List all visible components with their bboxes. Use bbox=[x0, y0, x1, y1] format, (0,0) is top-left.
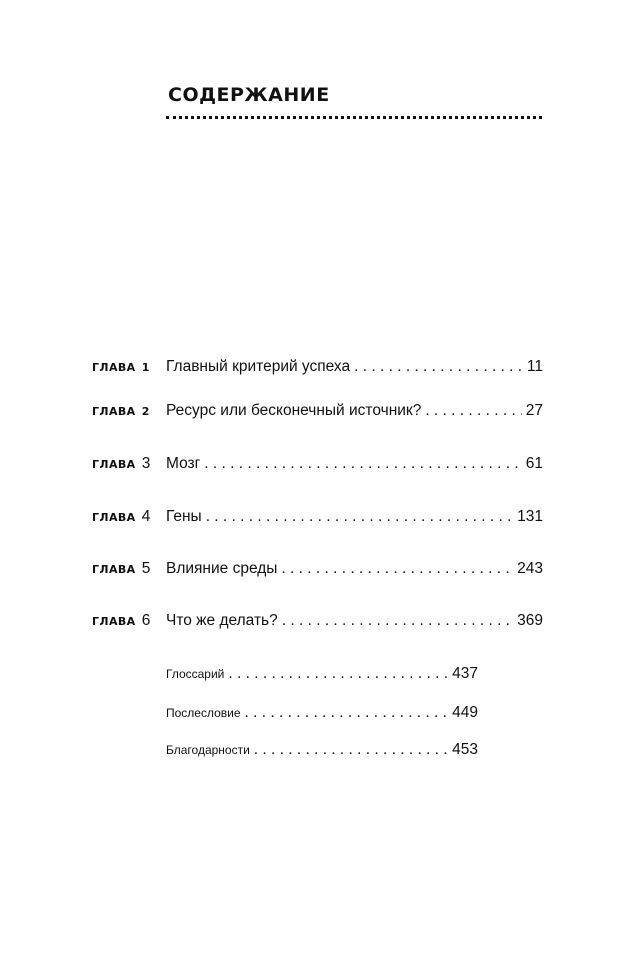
dot-leader bbox=[282, 612, 513, 630]
toc-entry-chapter-1[interactable] bbox=[92, 358, 543, 376]
chapter-title: Ресурс или бесконечный источник? bbox=[166, 402, 422, 419]
dot-leader bbox=[354, 358, 523, 376]
chapter-title: Влияние среды bbox=[166, 560, 278, 577]
page-number: 27 bbox=[525, 402, 543, 419]
chapter-number: 4 bbox=[141, 508, 151, 525]
chapter-number: 1 bbox=[141, 361, 150, 374]
page-number: 243 bbox=[517, 560, 543, 577]
dot-leader bbox=[281, 560, 513, 578]
toc-entry-chapter-5[interactable] bbox=[92, 560, 543, 578]
chapter-label: ГЛАВА 5 bbox=[92, 560, 151, 577]
toc-entry-acknowledgements[interactable] bbox=[166, 741, 478, 759]
toc-entry-chapter-4[interactable] bbox=[92, 508, 543, 526]
toc-entry-afterword[interactable] bbox=[166, 704, 478, 722]
page-number: 131 bbox=[517, 508, 543, 525]
chapter-number: 3 bbox=[141, 455, 151, 472]
toc-entry-chapter-3[interactable] bbox=[92, 455, 543, 473]
chapter-label: ГЛАВА 6 bbox=[92, 612, 151, 629]
chapter-number: 2 bbox=[141, 405, 150, 418]
title-dotted-rule bbox=[166, 116, 542, 119]
dot-leader bbox=[206, 508, 513, 526]
chapter-label: ГЛАВА 2 bbox=[92, 405, 150, 418]
page-number: 369 bbox=[517, 612, 543, 629]
chapter-title: Мозг bbox=[166, 455, 201, 472]
page-number: 61 bbox=[525, 455, 543, 472]
dot-leader bbox=[204, 455, 521, 473]
dot-leader bbox=[425, 402, 521, 420]
chapter-label: ГЛАВА 3 bbox=[92, 455, 151, 472]
chapter-title: Гены bbox=[166, 508, 202, 525]
chapter-title: Главный критерий успеха bbox=[166, 358, 351, 375]
dot-leader bbox=[254, 741, 448, 759]
chapter-title: Что же делать? bbox=[166, 612, 278, 629]
chapter-number: 5 bbox=[141, 560, 151, 577]
page-number: 449 bbox=[452, 704, 478, 721]
page-number: 453 bbox=[452, 741, 478, 758]
chapter-label: ГЛАВА 1 bbox=[92, 361, 150, 374]
back-matter-title: Благодарности bbox=[166, 743, 250, 757]
back-matter-title: Послесловие bbox=[166, 706, 241, 720]
page-title: СОДЕРЖАНИЕ bbox=[168, 84, 330, 106]
chapter-label: ГЛАВА 4 bbox=[92, 508, 151, 525]
chapter-number: 6 bbox=[141, 612, 151, 629]
dot-leader bbox=[245, 704, 449, 722]
page-number: 437 bbox=[452, 665, 478, 682]
toc-entry-chapter-2[interactable] bbox=[92, 402, 543, 420]
page-number: 11 bbox=[526, 358, 543, 375]
toc-entry-chapter-6[interactable] bbox=[92, 612, 543, 630]
back-matter-title: Глоссарий bbox=[166, 667, 225, 681]
dot-leader bbox=[228, 665, 448, 683]
toc-entry-glossary[interactable] bbox=[166, 665, 478, 683]
